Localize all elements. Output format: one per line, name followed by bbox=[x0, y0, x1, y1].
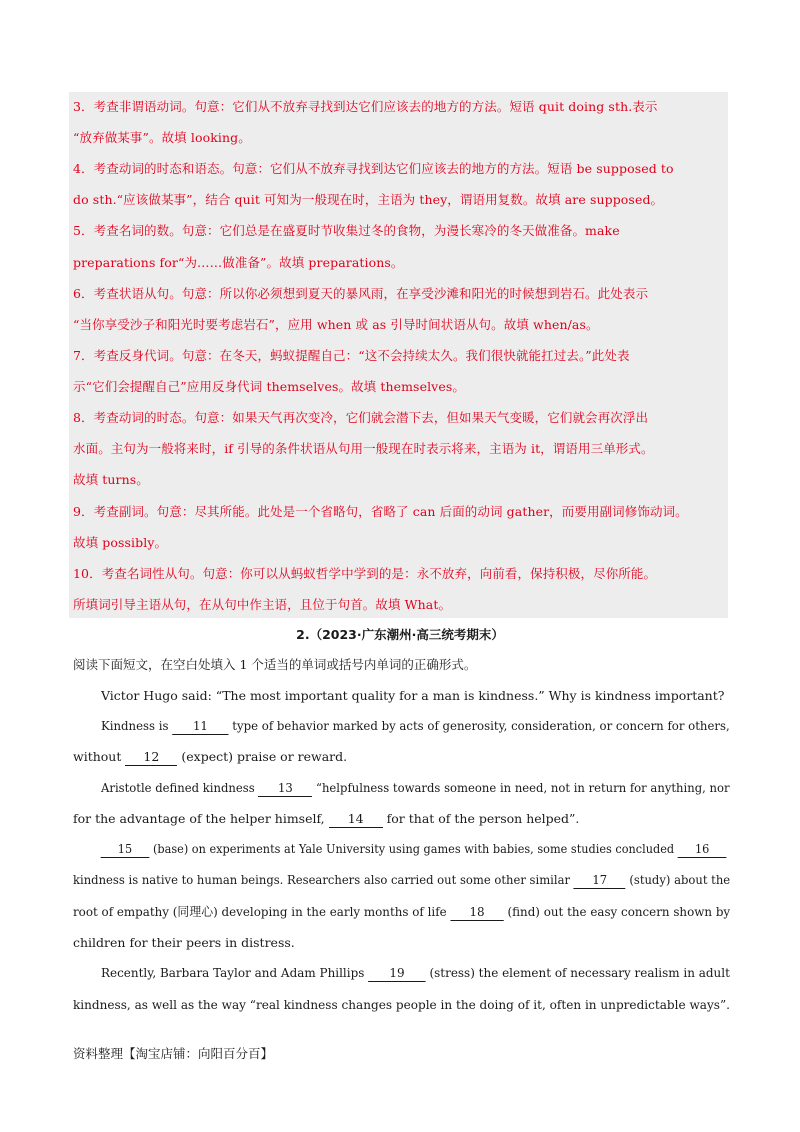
answer-line: 示“它们会提醒自己”应用反身代词 themselves。故填 themselves。 bbox=[73, 379, 465, 394]
answer-line: 9．考查副词。句意：尽其所能。此处是一个省略句，省略了 can 后面的动词 gather，而要用副词修饰动词。 bbox=[73, 504, 688, 519]
passage-line bbox=[97, 838, 730, 860]
passage-text: “helpfulness towards someone in need, not in return for anything, nor bbox=[316, 780, 730, 795]
blank-17[interactable]: 17 bbox=[574, 872, 626, 889]
passage-text: root of empathy (同理心) developing in the early months of life bbox=[73, 904, 447, 919]
passage-text: type of behavior marked by acts of generosity, consideration, or concern for others, bbox=[232, 718, 730, 733]
passage-line bbox=[101, 962, 730, 984]
blank-15[interactable]: 15 bbox=[101, 841, 150, 858]
instruction: 阅读下面短文，在空白处填入 1 个适当的单词或括号内单词的正确形式。 bbox=[73, 657, 477, 672]
passage-text: (base) on experiments at Yale University using games with babies, some studies concluded bbox=[152, 841, 675, 856]
blank-14[interactable]: 14 bbox=[329, 811, 383, 828]
passage-line bbox=[73, 869, 730, 891]
passage-text: (expect) praise or reward. bbox=[181, 749, 348, 764]
passage-text: Aristotle defined kindness bbox=[101, 780, 255, 795]
passage-text: kindness, as well as the way “real kindness changes people in the doing of it, often in unpredictable ways”. bbox=[73, 997, 731, 1012]
answer-line: do sth.“应该做某事”，结合 quit 可知为一般现在时，主语为 they，谓语用复数。故填 are supposed。 bbox=[73, 192, 664, 207]
answer-line: “放弃做某事”。故填 looking。 bbox=[73, 130, 251, 145]
passage-text: (find) out the easy concern shown by bbox=[507, 904, 731, 919]
passage-text: Recently, Barbara Taylor and Adam Phillips bbox=[101, 965, 365, 980]
answer-line: 8．考查动词的时态。句意：如果天气再次变冷，它们就会潜下去，但如果天气变暖，它们就会再次浮出 bbox=[73, 410, 649, 425]
passage-line bbox=[73, 901, 730, 923]
answer-line: 3．考查非谓语动词。句意：它们从不放弃寻找到达它们应该去的地方的方法。短语 quit doing sth.表示 bbox=[73, 99, 658, 114]
answer-line: 10．考查名词性从句。句意：你可以从蚂蚁哲学中学到的是：永不放弃，向前看，保持积极，尽你所能。 bbox=[73, 566, 657, 581]
answer-line: 7．考查反身代词。句意：在冬天，蚂蚁提醒自己：“这不会持续太久。我们很快就能扛过去。”此处表 bbox=[73, 348, 630, 363]
answer-line: 所填词引导主语从句，在从句中作主语，且位于句首。故填 What。 bbox=[73, 597, 452, 612]
passage-line bbox=[101, 777, 730, 799]
answer-line: 4．考查动词的时态和语态。句意：它们从不放弃寻找到达它们应该去的地方的方法。短语 be supposed to bbox=[73, 161, 674, 176]
blank-13[interactable]: 13 bbox=[258, 780, 312, 797]
blank-18[interactable]: 18 bbox=[450, 904, 503, 921]
passage-line bbox=[73, 932, 295, 954]
passage-line bbox=[101, 715, 730, 737]
passage-text: without bbox=[73, 749, 122, 764]
footer-credit: 资料整理【淘宝店铺：向阳百分百】 bbox=[73, 1046, 274, 1061]
passage-text: (study) about the bbox=[629, 872, 731, 887]
passage-text: children for their peers in distress. bbox=[73, 935, 295, 950]
passage-text: Victor Hugo said: “The most important quality for a man is kindness.” Why is kindness important? bbox=[101, 688, 725, 703]
blank-19[interactable]: 19 bbox=[368, 965, 425, 982]
passage-text: kindness is native to human beings. Researchers also carried out some other similar bbox=[73, 872, 571, 887]
passage-text: for that of the person helped”. bbox=[386, 811, 580, 826]
answer-line: 水面。主句为一般将来时，if 引导的条件状语从句用一般现在时表示将来，主语为 it，谓语用三单形式。 bbox=[73, 441, 654, 456]
passage-text: for the advantage of the helper himself, bbox=[73, 811, 325, 826]
section-title: 2.（2023·广东潮州·高三统考期末） bbox=[296, 627, 504, 642]
answer-line: 5．考查名词的数。句意：它们总是在盛夏时节收集过冬的食物，为漫长寒冷的冬天做准备。make bbox=[73, 223, 620, 238]
passage-line bbox=[73, 994, 730, 1016]
answer-line: “当你享受沙子和阳光时要考虑岩石”，应用 when 或 as 引导时间状语从句。故填 when/as。 bbox=[73, 317, 599, 332]
answer-line: 故填 turns。 bbox=[73, 472, 149, 487]
passage-line bbox=[73, 808, 579, 830]
answer-line: 故填 possibly。 bbox=[73, 535, 168, 550]
blank-11[interactable]: 11 bbox=[172, 718, 228, 735]
passage-text: Kindness is bbox=[101, 718, 169, 733]
passage-text: (stress) the element of necessary realism in adult bbox=[429, 965, 730, 980]
answer-line: preparations for“为……做准备”。故填 preparations。 bbox=[73, 255, 404, 270]
passage-line bbox=[73, 746, 347, 768]
answer-line: 6．考查状语从句。句意：所以你必须想到夏天的暴风雨，在享受沙滩和阳光的时候想到岩石。此处表示 bbox=[73, 286, 649, 301]
passage-line bbox=[101, 685, 724, 707]
blank-16[interactable]: 16 bbox=[678, 841, 727, 858]
blank-12[interactable]: 12 bbox=[125, 749, 177, 766]
